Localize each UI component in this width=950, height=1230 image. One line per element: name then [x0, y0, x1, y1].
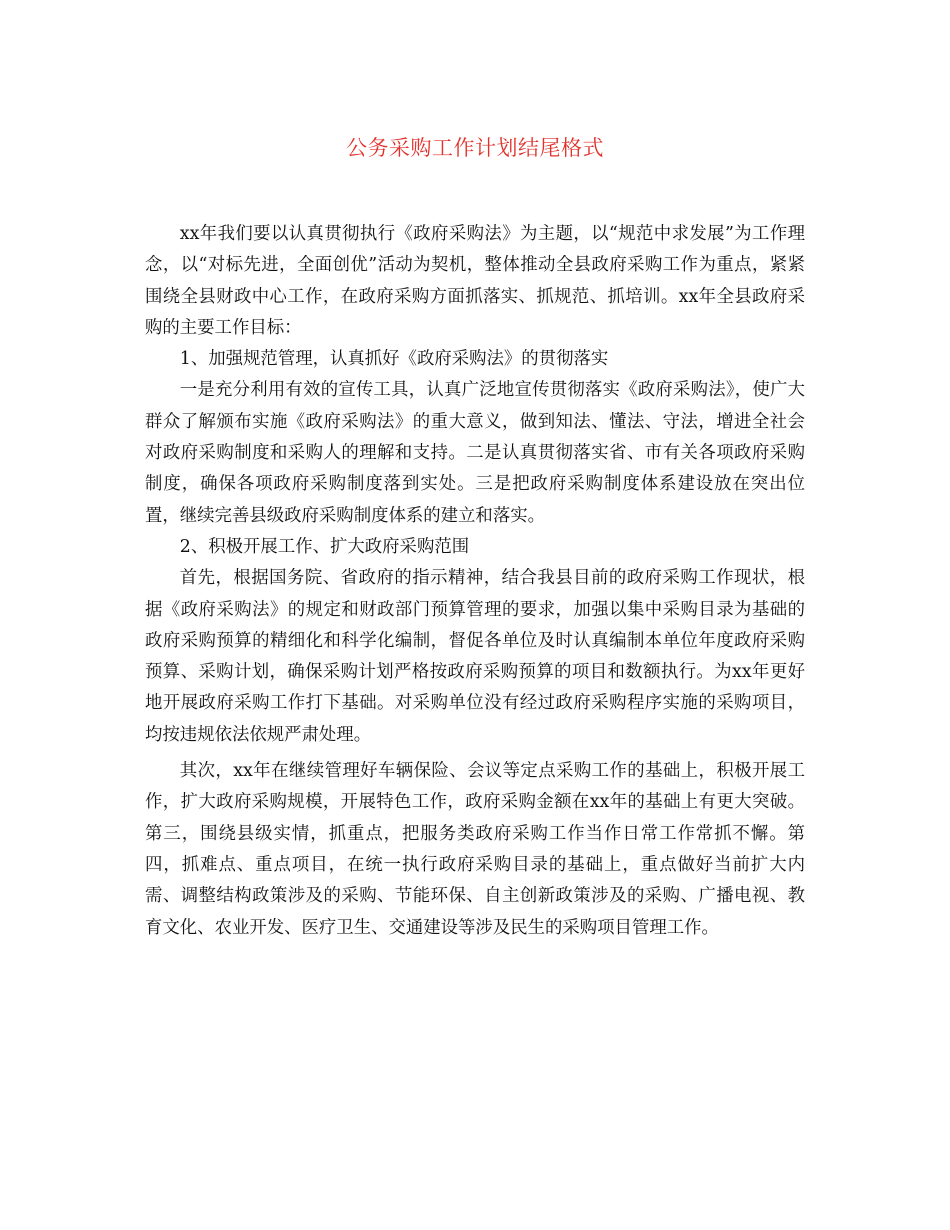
body-paragraph-firstly: 首先，根据国务院、省政府的指示精神，结合我县目前的政府采购工作现状，根据《政府采购法》的规定和财政部门预算管理的要求，加强以集中采购目录为基础的政府采购预算的精细化和科学化编制，督促各单位及时认真编制本单位年度政府采购预算、采购计划，确保采购计划严格按政府采购预算的项目和数额执行。为xx年更好地开展政府采购工作打下基础。对采购单位没有经过政府采购程序实施的采购项目，均按违规依法依规严肃处理。: [145, 568, 805, 745]
body-paragraph-publicity: 一是充分利用有效的宣传工具，认真广泛地宣传贯彻落实《政府采购法》，使广大群众了解颁布实施《政府采购法》的重大意义，做到知法、懂法、守法，增进全社会对政府采购制度和采购人的理解和支持。二是认真贯彻落实省、市有关各项政府采购制度，确保各项政府采购制度落到实处。三是把政府采购制度体系建设放在突出位置，继续完善县级政府采购制度体系的建立和落实。: [145, 380, 805, 526]
section-heading-2: 2、积极开展工作、扩大政府采购范围: [179, 536, 470, 557]
document-title: 公务采购工作计划结尾格式: [346, 136, 604, 160]
document-body: [145, 219, 805, 944]
body-paragraph-secondly: 其次，xx年在继续管理好车辆保险、会议等定点采购工作的基础上，积极开展工作，扩大政府采购规模，开展特色工作，政府采购金额在xx年的基础上有更大突破。第三，围绕县级实情，抓重点，把服务类政府采购工作当作日常工作常抓不懈。第四，抓难点、重点项目，在统一执行政府采购目录的基础上，重点做好当前扩大内需、调整结构政策涉及的采购、节能环保、自主创新政策涉及的采购、广播电视、教育文化、农业开发、医疗卫生、交通建设等涉及民生的采购项目管理工作。: [145, 761, 805, 938]
section-heading-1: 1、加强规范管理，认真抓好《政府采购法》的贯彻落实: [179, 349, 609, 370]
body-paragraph-intro: xx年我们要以认真贯彻执行《政府采购法》为主题，以“规范中求发展”为工作理念，以“对标先进，全面创优”活动为契机，整体推动全县政府采购工作为重点，紧紧围绕全县财政中心工作，在政府采购方面抓落实、抓规范、抓培训。xx年全县政府采购的主要工作目标：: [145, 224, 805, 338]
